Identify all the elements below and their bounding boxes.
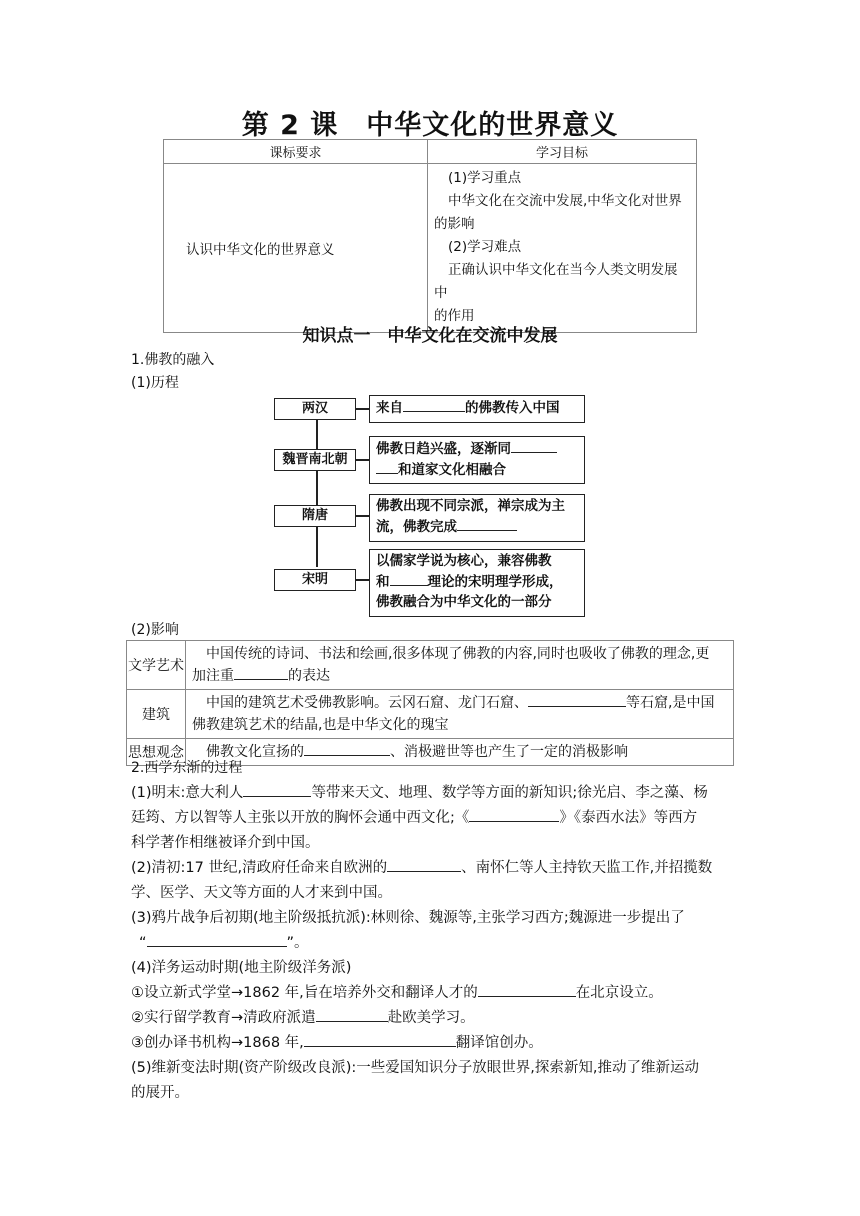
west-text: ②实行留学教育→清政府派遣 (131, 1010, 316, 1026)
fill-blank (376, 459, 398, 474)
table-header-requirement: 课标要求 (164, 140, 428, 164)
fill-blank (457, 516, 517, 531)
fill-blank (478, 982, 576, 997)
fill-blank (147, 932, 287, 947)
influence-text: 等石窟,是中国 (626, 695, 715, 711)
fill-blank (316, 1007, 388, 1022)
box-text: 的佛教传入中国 (465, 400, 560, 416)
west-text: (1)明末:意大利人 (131, 785, 244, 801)
stage-box-han (369, 395, 585, 423)
heading-history: (1)历程 (131, 375, 179, 391)
flow-spine-line (316, 415, 318, 567)
connector-3 (355, 515, 369, 517)
page-title: 第 2 课 中华文化的世界意义 (241, 110, 619, 141)
influence-key-architecture: 建筑 (127, 690, 186, 739)
fill-blank (511, 438, 557, 453)
requirement-cell: 认识中华文化的世界意义 (164, 164, 428, 333)
difficulty-text-cont: 的作用 (434, 308, 475, 324)
node-suitang: 隋唐 (274, 505, 356, 527)
west-text: (5)维新变法时期(资产阶级改良派):一些爱国知识分子放眼世界,探索新知,推动了维新运动 (131, 1060, 699, 1076)
influence-value-architecture (186, 690, 734, 739)
west-text: (4)洋务运动时期(地主阶级洋务派) (131, 960, 352, 976)
west-text: 》《泰西水法》等西方 (559, 810, 698, 826)
fill-blank (234, 665, 288, 680)
box-text: 以儒家学说为核心，兼容佛教 (376, 553, 552, 569)
fill-blank (390, 571, 428, 586)
influence-text: 中国传统的诗词、书法和绘画,很多体现了佛教的内容,同时也吸收了佛教的理念,更 (206, 646, 710, 662)
box-text: 流，佛教完成 (376, 519, 457, 535)
west-text: 赴欧美学习。 (387, 1010, 475, 1026)
west-text: (2)清初:17 世纪,清政府任命来自欧洲的 (131, 860, 388, 876)
table-header-goals: 学习目标 (428, 140, 697, 164)
influence-key-thought: 思想观念 (127, 739, 186, 766)
box-text: 来自 (376, 400, 403, 416)
fill-blank (403, 397, 465, 412)
connector-4 (355, 579, 369, 581)
box-text: 佛教出现不同宗派，禅宗成为主 (376, 498, 565, 514)
heading-west-learning: 2.西学东渐的过程 (131, 760, 243, 776)
west-text: 学、医学、天文等方面的人才来到中国。 (131, 885, 392, 901)
heading-influence: (2)影响 (131, 622, 179, 638)
stage-box-weijin (369, 436, 585, 484)
goals-cell (428, 164, 697, 333)
box-text: 理论的宋明理学形成， (427, 574, 563, 590)
node-han: 两汉 (274, 398, 356, 420)
node-weijin: 魏晋南北朝 (274, 449, 356, 471)
fill-blank (304, 741, 390, 756)
difficulty-label: (2)学习难点 (448, 239, 522, 255)
influence-text: 佛教文化宣扬的 (206, 744, 304, 760)
influence-text: 的表达 (288, 668, 330, 684)
key-point-text-cont: 的影响 (434, 216, 475, 232)
west-text: 等带来天文、地理、数学等方面的新知识;徐光启、李之藻、杨 (311, 785, 708, 801)
fill-blank (387, 857, 461, 872)
standards-table (163, 139, 697, 333)
stage-box-suitang (369, 494, 585, 542)
section-title: 知识点一 中华文化在交流中发展 (302, 326, 558, 346)
west-text: ①设立新式学堂→1862 年,旨在培养外交和翻译人才的 (131, 985, 478, 1001)
fill-blank (469, 807, 559, 822)
buddhism-flow-diagram (274, 393, 590, 617)
key-point-label: (1)学习重点 (448, 170, 522, 186)
influence-text: 、消极避世等也产生了一定的消极影响 (390, 744, 628, 760)
box-text: 和 (376, 574, 390, 590)
west-text: 翻译馆创办。 (455, 1035, 543, 1051)
connector-1 (355, 408, 369, 410)
west-learning-section (131, 756, 739, 1106)
influence-key-art: 文学艺术 (127, 641, 186, 690)
west-text: 在北京设立。 (575, 985, 663, 1001)
fill-blank (528, 692, 626, 707)
west-text: 廷筠、方以智等人主张以开放的胸怀会通中西文化;《 (131, 810, 470, 826)
west-text: 、南怀仁等人主持钦天监工作,并招揽数 (461, 860, 713, 876)
fill-blank (243, 782, 311, 797)
west-text: 的展开。 (131, 1085, 189, 1101)
influence-text: 加注重 (192, 668, 234, 684)
fill-blank (304, 1032, 456, 1047)
influence-value-art (186, 641, 734, 690)
influence-text: 佛教建筑艺术的结晶,也是中华文化的瑰宝 (192, 717, 449, 733)
influence-table (126, 640, 734, 766)
connector-2 (355, 459, 369, 461)
stage-box-songming (369, 549, 585, 617)
west-text: ③创办译书机构→1868 年, (131, 1035, 304, 1051)
west-text: (3)鸦片战争后初期(地主阶级抵抗派):林则徐、魏源等,主张学习西方;魏源进一步提出了 (131, 910, 685, 926)
box-text: 和道家文化相融合 (398, 462, 506, 478)
box-text: 佛教日趋兴盛，逐渐同 (376, 441, 511, 457)
box-text: 佛教融合为中华文化的一部分 (376, 594, 552, 610)
influence-text: 中国的建筑艺术受佛教影响。云冈石窟、龙门石窟、 (206, 695, 528, 711)
difficulty-text: 正确认识中华文化在当今人类文明发展中 (434, 262, 678, 301)
key-point-text: 中华文化在交流中发展,中华文化对世界 (448, 193, 682, 209)
west-text: ”。 (286, 935, 309, 951)
west-text: “ (139, 935, 147, 951)
heading-buddhism: 1.佛教的融入 (131, 352, 215, 368)
node-songming: 宋明 (274, 569, 356, 591)
west-text: 科学著作相继被译介到中国。 (131, 835, 320, 851)
